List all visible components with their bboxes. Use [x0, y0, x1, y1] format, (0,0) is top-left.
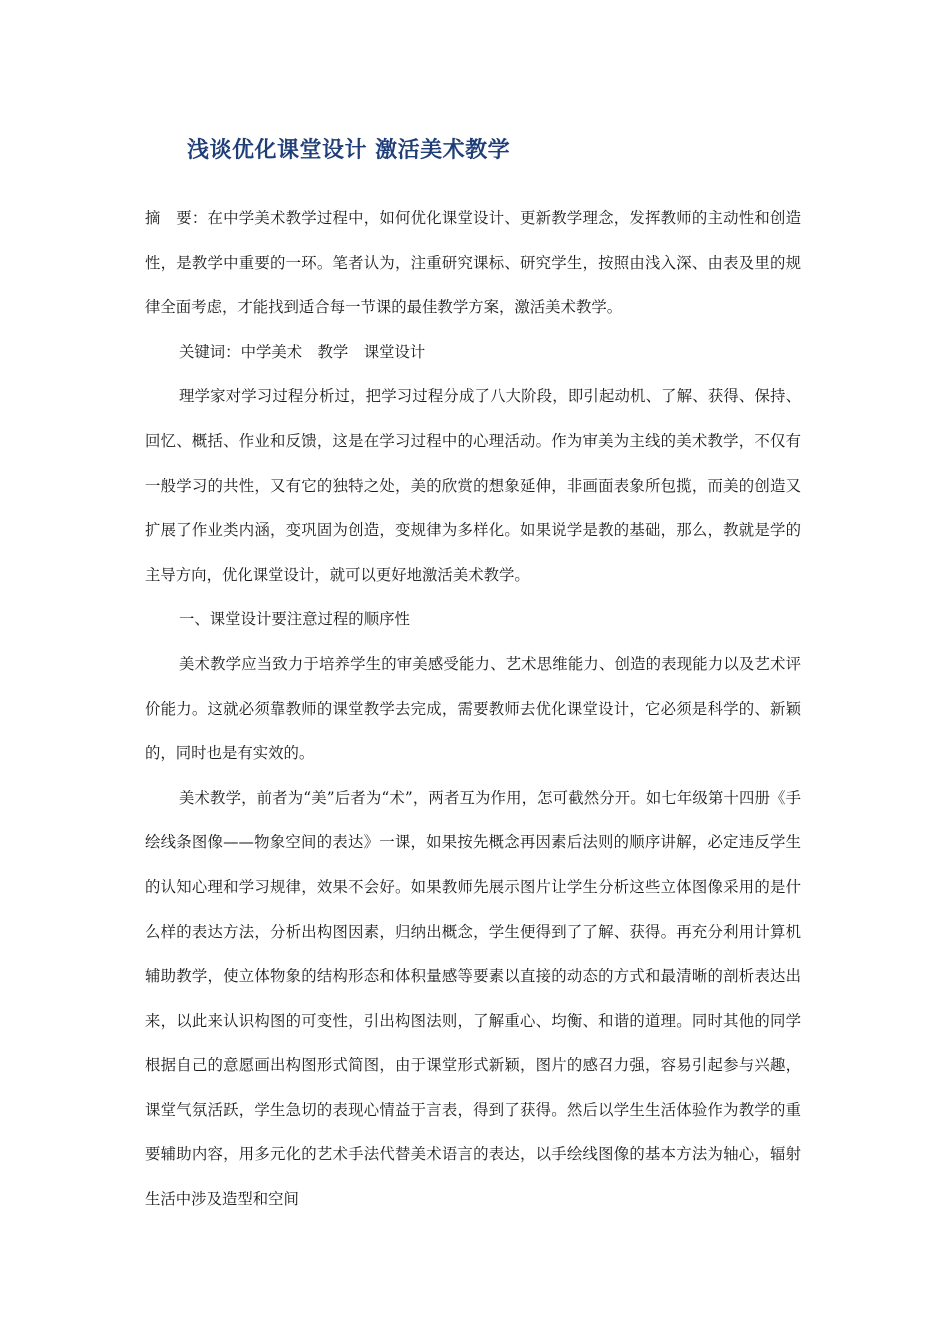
body-paragraph-2: 美术教学应当致力于培养学生的审美感受能力、艺术思维能力、创造的表现能力以及艺术评价能力。这就必须靠教师的课堂教学去完成，需要教师去优化课堂设计，它必须是科学的、新颖的，同时也是有实效的。 — [145, 654, 801, 763]
keywords-line: 关键词：中学美术 教学 课堂设计 — [179, 342, 426, 361]
section-heading-1: 一、课堂设计要注意过程的顺序性 — [179, 610, 410, 629]
body-paragraph-1: 理学家对学习过程分析过，把学习过程分成了八大阶段，即引起动机、了解、获得、保持、回忆、概括、作业和反馈，这是在学习过程中的心理活动。作为审美为主线的美术教学，不仅有一般学习的共性，又有它的独特之处，美的欣赏的想象延伸，非画面表象所包揽，而美的创造又扩展了作业类内涵，变巩固为创造，变规律为多样化。如果说学是教的基础，那么，教就是学的主导方向，优化课堂设计，就可以更好地激活美术教学。 — [145, 387, 801, 584]
document-title: 浅谈优化课堂设计 激活美术教学 — [187, 138, 511, 163]
body-paragraph-3: 美术教学，前者为“美”后者为“术”，两者互为作用，怎可截然分开。如七年级第十四册《手绘线条图像——物象空间的表达》一课，如果按先概念再因素后法则的顺序讲解，必定违反学生的认知心理和学习规律，效果不会好。如果教师先展示图片让学生分析这些立体图像采用的是什么样的表达方法，分析出构图因素，归纳出概念，学生便得到了了解、获得。再充分利用计算机辅助教学，使立体物象的结构形态和体积量感等要素以直接的动态的方式和最清晰的剖析表达出来，以此来认识构图的可变性，引出构图法则，了解重心、均衡、和谐的道理。同时其他的同学根据自己的意愿画出构图形式简图，由于课堂形式新颖，图片的感召力强，容易引起参与兴趣，课堂气氛活跃，学生急切的表现心情益于言表，得到了获得。然后以学生生活体验作为教学的重要辅助内容，用多元化的艺术手法代替美术语言的表达，以手绘线图像的基本方法为轴心，辐射生活中涉及造型和空间 — [145, 788, 801, 1209]
document-body — [145, 196, 801, 1222]
abstract-paragraph: 摘 要：在中学美术教学过程中，如何优化课堂设计、更新教学理念，发挥教师的主动性和创造性，是教学中重要的一环。笔者认为，注重研究课标、研究学生，按照由浅入深、由表及里的规律全面考虑，才能找到适合每一节课的最佳教学方案，激活美术教学。 — [145, 209, 801, 317]
